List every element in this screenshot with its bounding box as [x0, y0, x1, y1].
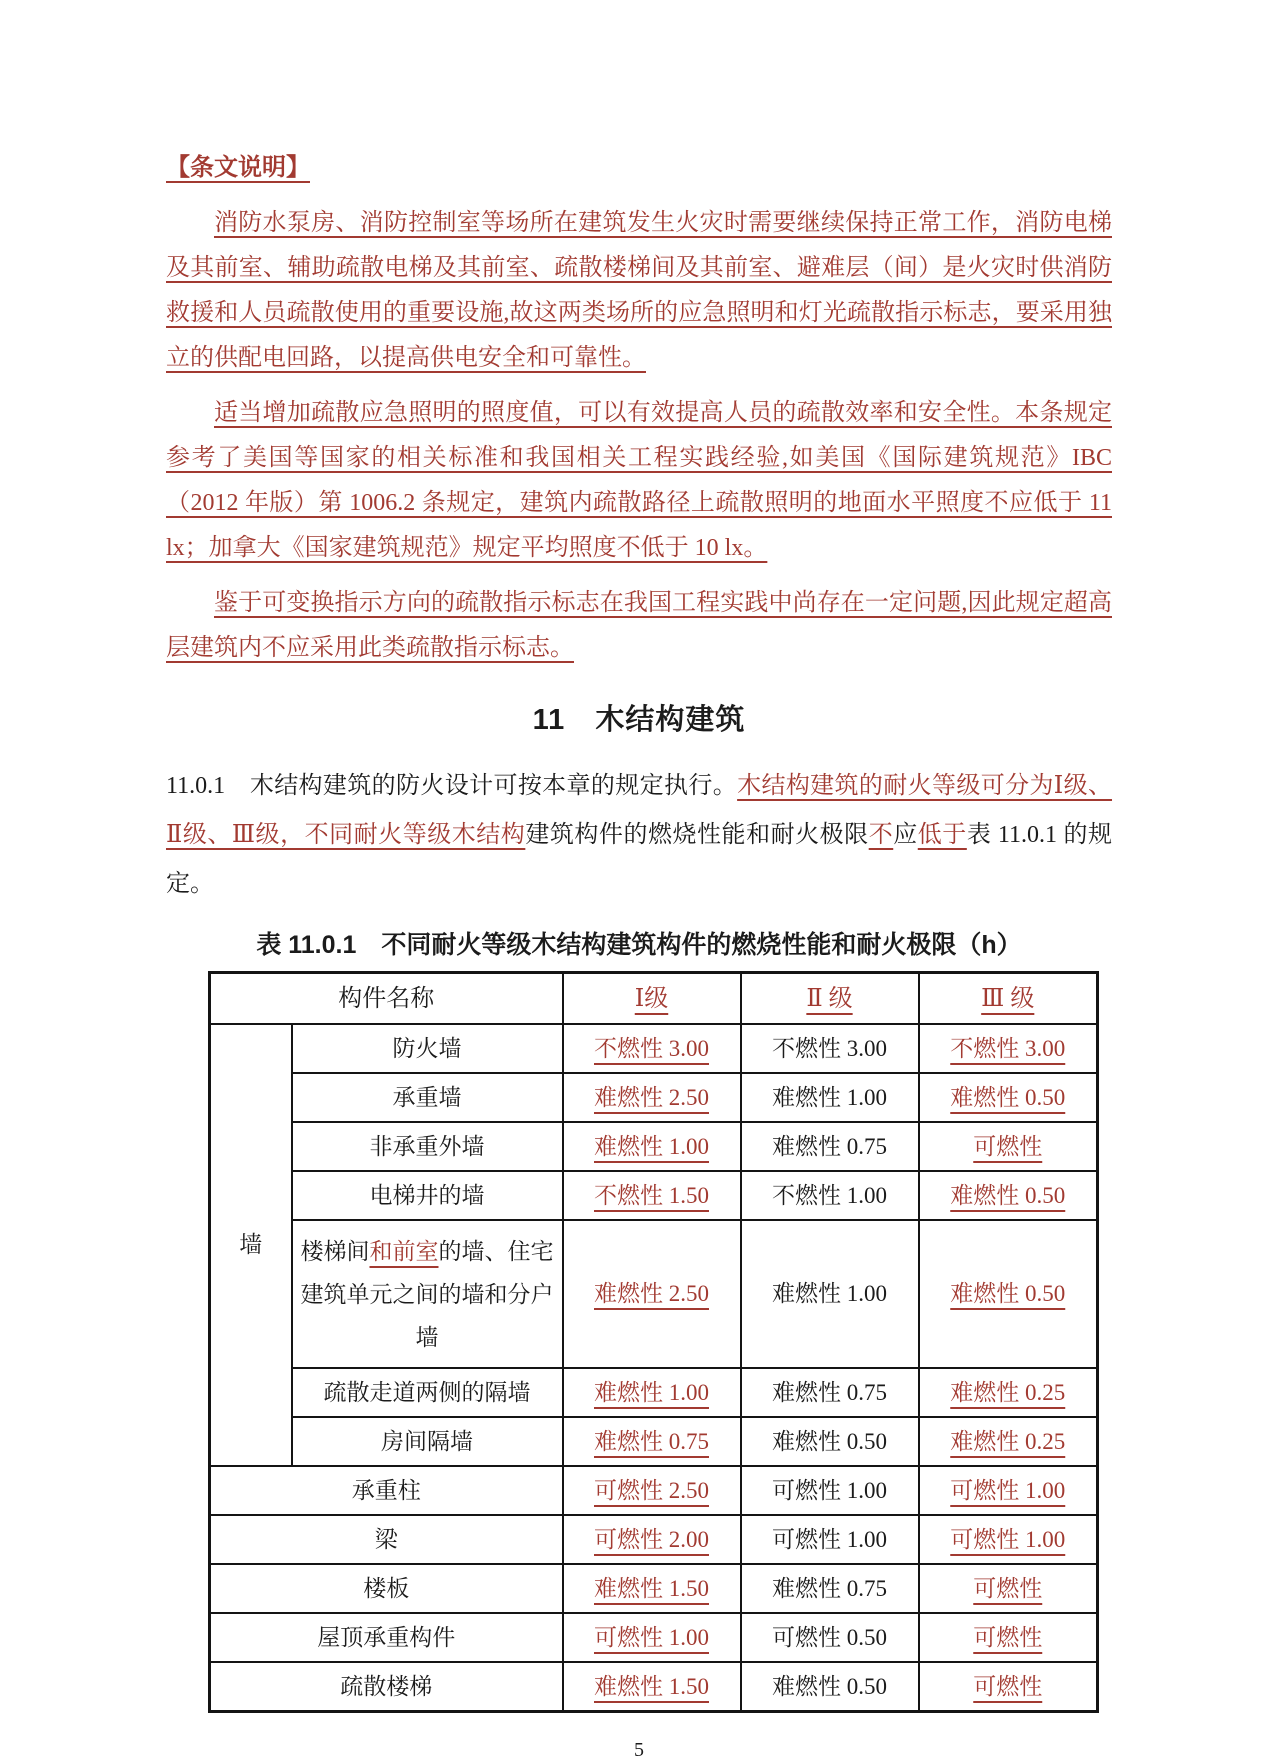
text-segment: 可燃性 — [973, 1624, 1043, 1650]
table-header-cell — [210, 973, 563, 1025]
grade-1-value-cell — [563, 1515, 741, 1564]
chapter-heading: 11 木结构建筑 — [532, 704, 746, 736]
component-name-cell — [292, 1122, 563, 1171]
text-segment: 楼梯间 — [300, 1238, 370, 1264]
component-name-cell — [210, 1466, 563, 1515]
grade-3-value-cell — [919, 1171, 1098, 1220]
grade-3-value-cell — [919, 1024, 1098, 1073]
table-row — [210, 1613, 1098, 1662]
commentary-paragraphs — [166, 201, 1112, 671]
text-segment: 不燃性 3.00 — [594, 1035, 709, 1061]
table-row — [210, 1515, 1098, 1564]
text-segment: 难燃性 1.00 — [594, 1133, 709, 1159]
text-segment: 可燃性 2.00 — [594, 1526, 709, 1552]
grade-2-value-cell — [741, 1466, 919, 1515]
grade-3-value-cell — [919, 1613, 1098, 1662]
text-segment: 难燃性 1.00 — [594, 1379, 709, 1405]
text-segment: 木结构建筑的耐火等级可分为Ⅰ级、Ⅱ级、Ⅲ级，不同耐火等级木结构 — [166, 773, 1113, 848]
text-segment: 难燃性 0.25 — [950, 1428, 1066, 1454]
text-segment: 疏散走道两侧的隔墙 — [323, 1380, 531, 1405]
text-segment: 可燃性 2.50 — [594, 1477, 709, 1503]
grade-2-value-cell — [741, 1417, 919, 1466]
commentary-paragraph — [166, 201, 1112, 381]
grade-1-value-cell — [563, 1171, 741, 1220]
text-segment: 可燃性 0.50 — [772, 1624, 887, 1650]
component-name-cell — [210, 1564, 563, 1613]
text-segment: 表 11.0.1 的规定。 — [166, 822, 1113, 897]
table-row — [210, 1220, 1098, 1368]
text-segment: 可燃性 1.00 — [950, 1526, 1066, 1552]
grade-2-value-cell — [741, 1171, 919, 1220]
text-segment: 难燃性 0.75 — [772, 1575, 887, 1601]
text-segment: 可燃性 — [973, 1133, 1043, 1159]
text-segment: 屋顶承重构件 — [317, 1625, 456, 1650]
text-segment: Ⅲ 级 — [981, 985, 1035, 1012]
grade-3-value-cell — [919, 1564, 1098, 1613]
text-segment: 难燃性 1.00 — [772, 1281, 887, 1306]
text-segment: 难燃性 0.75 — [772, 1133, 887, 1159]
group-label-cell — [210, 1024, 292, 1466]
component-name-cell — [292, 1368, 563, 1417]
grade-3-value-cell — [919, 1417, 1098, 1466]
table-header-row — [210, 973, 1098, 1025]
text-segment: 难燃性 0.25 — [950, 1379, 1066, 1405]
text-segment: 梁 — [374, 1527, 398, 1552]
grade-3-value-cell — [919, 1466, 1098, 1515]
text-segment: 难燃性 2.50 — [594, 1084, 709, 1110]
component-name-cell — [292, 1073, 563, 1122]
text-segment: 建筑构件的燃烧性能和耐火极限 — [525, 822, 869, 848]
text-segment: 防火墙 — [392, 1036, 462, 1061]
text-segment: 应 — [893, 822, 918, 848]
commentary-paragraph — [166, 581, 1112, 671]
fire-resistance-table — [208, 971, 1099, 1713]
text-segment: 低于 — [917, 822, 967, 848]
text-segment: 和前室 — [369, 1238, 439, 1264]
grade-2-value-cell — [741, 1122, 919, 1171]
grade-2-value-cell — [741, 1368, 919, 1417]
text-segment: 不燃性 3.00 — [772, 1035, 887, 1061]
table-row — [210, 1417, 1098, 1466]
component-name-cell — [210, 1662, 563, 1712]
table-row — [210, 1368, 1098, 1417]
clause-11-0-1 — [166, 762, 1112, 909]
text-segment: 难燃性 1.50 — [594, 1575, 709, 1601]
component-name-cell — [292, 1171, 563, 1220]
grade-1-value-cell — [563, 1662, 741, 1712]
grade-3-value-cell — [919, 1122, 1098, 1171]
component-name-cell — [292, 1417, 563, 1466]
grade-1-value-cell — [563, 1220, 741, 1368]
table-header-cell — [919, 973, 1098, 1025]
text-segment: 可燃性 — [973, 1673, 1043, 1699]
text-segment: 非承重外墙 — [369, 1134, 485, 1159]
grade-1-value-cell — [563, 1564, 741, 1613]
commentary-section-label — [166, 146, 1112, 191]
text-segment: 难燃性 0.50 — [772, 1428, 887, 1454]
grade-3-value-cell — [919, 1662, 1098, 1712]
text-segment: 难燃性 0.50 — [950, 1281, 1066, 1306]
component-name-cell — [292, 1220, 563, 1368]
table-row — [210, 1073, 1098, 1122]
text-segment: 构件名称 — [338, 985, 435, 1012]
text-segment: 不燃性 1.50 — [594, 1182, 709, 1208]
page-number: 5 — [634, 1739, 644, 1761]
text-segment: 11.0.1 木结构建筑的防火设计可按本章的规定执行。 — [166, 773, 738, 799]
grade-2-value-cell — [741, 1662, 919, 1712]
commentary-label-text: 【条文说明】 — [166, 155, 310, 181]
text-segment: Ⅱ 级 — [806, 985, 853, 1012]
text-segment: 不燃性 1.00 — [772, 1182, 887, 1208]
document-page — [166, 146, 1112, 1762]
grade-2-value-cell — [741, 1073, 919, 1122]
text-segment: 疏散楼梯 — [340, 1674, 433, 1699]
text-segment: 承重柱 — [351, 1478, 421, 1503]
text-segment: 不 — [868, 822, 894, 848]
table-header-cell — [563, 973, 741, 1025]
text-segment: 可燃性 1.00 — [950, 1477, 1066, 1503]
text-segment: 墙 — [239, 1232, 263, 1257]
text-segment: 鉴于可变换指示方向的疏散指示标志在我国工程实践中尚存在一定问题,因此规定超高层建筑内不应采用此类疏散指示标志。 — [166, 590, 1112, 661]
grade-1-value-cell — [563, 1466, 741, 1515]
grade-1-value-cell — [563, 1073, 741, 1122]
grade-3-value-cell — [919, 1368, 1098, 1417]
text-segment: 消防水泵房、消防控制室等场所在建筑发生火灾时需要继续保持正常工作，消防电梯及其前室、辅助疏散电梯及其前室、疏散楼梯间及其前室、避难层（间）是火灾时供消防救援和人员疏散使用的重要设施,故这两类场所的应急照明和灯光疏散指示标志，要采用独立的供配电回路，以提高供电安全和可靠性。 — [166, 210, 1112, 371]
grade-3-value-cell — [919, 1220, 1098, 1368]
text-segment: 难燃性 0.50 — [950, 1084, 1066, 1110]
text-segment: 难燃性 1.00 — [772, 1084, 887, 1110]
text-segment: 难燃性 0.50 — [950, 1182, 1066, 1208]
component-name-cell — [210, 1613, 563, 1662]
component-name-cell — [292, 1024, 563, 1073]
text-segment: 的墙、住宅建筑单元之间的墙和分户墙 — [300, 1238, 554, 1350]
grade-1-value-cell — [563, 1417, 741, 1466]
table-row — [210, 1662, 1098, 1712]
text-segment: Ⅰ级 — [634, 985, 669, 1012]
table-title: 表 11.0.1 不同耐火等级木结构建筑构件的燃烧性能和耐火极限（h） — [256, 931, 1022, 959]
grade-1-value-cell — [563, 1368, 741, 1417]
grade-2-value-cell — [741, 1613, 919, 1662]
text-segment: 难燃性 0.50 — [772, 1673, 887, 1699]
component-name-cell — [210, 1515, 563, 1564]
text-segment: 可燃性 1.00 — [772, 1526, 887, 1552]
text-segment: 不燃性 3.00 — [950, 1035, 1066, 1061]
text-segment: 可燃性 1.00 — [772, 1477, 887, 1503]
grade-2-value-cell — [741, 1564, 919, 1613]
text-segment: 电梯井的墙 — [369, 1183, 485, 1208]
grade-1-value-cell — [563, 1613, 741, 1662]
table-row — [210, 1122, 1098, 1171]
grade-2-value-cell — [741, 1024, 919, 1073]
grade-1-value-cell — [563, 1122, 741, 1171]
table-row — [210, 1024, 1098, 1073]
text-segment: 楼板 — [363, 1576, 410, 1601]
text-segment: 难燃性 1.50 — [594, 1673, 709, 1699]
table-row — [210, 1564, 1098, 1613]
text-segment: 房间隔墙 — [381, 1429, 473, 1454]
table-row — [210, 1466, 1098, 1515]
text-segment: 难燃性 0.75 — [772, 1379, 887, 1405]
text-segment: 可燃性 1.00 — [594, 1624, 709, 1650]
table-row — [210, 1171, 1098, 1220]
text-segment: 承重墙 — [392, 1085, 462, 1110]
grade-3-value-cell — [919, 1515, 1098, 1564]
text-segment: 适当增加疏散应急照明的照度值，可以有效提高人员的疏散效率和安全性。本条规定参考了美国等国家的相关标准和我国相关工程实践经验,如美国《国际建筑规范》IBC（2012 年版）第 1006.2 条规定，建筑内疏散路径上疏散照明的地面水平照度不应低于 11 lx；加拿大《国家建筑规范》规定平均照度不低于 10 lx。 — [166, 400, 1112, 561]
text-segment: 可燃性 — [973, 1575, 1043, 1601]
text-segment: 难燃性 0.75 — [594, 1428, 709, 1454]
grade-1-value-cell — [563, 1024, 741, 1073]
grade-3-value-cell — [919, 1073, 1098, 1122]
commentary-paragraph — [166, 391, 1112, 571]
text-segment: 难燃性 2.50 — [594, 1281, 709, 1306]
table-header-cell — [741, 973, 919, 1025]
grade-2-value-cell — [741, 1220, 919, 1368]
grade-2-value-cell — [741, 1515, 919, 1564]
